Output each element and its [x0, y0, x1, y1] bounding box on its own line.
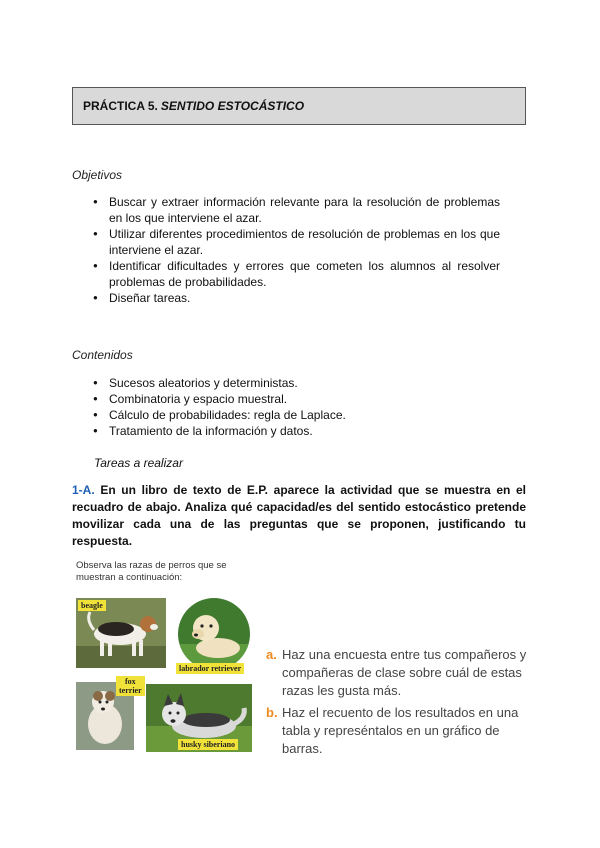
question-b-text: Haz el recuento de los resultados en una tabla y represéntalos en un gráfico de barras.: [282, 705, 519, 756]
list-item: ● Combinatoria y espacio muestral.: [90, 391, 500, 407]
tasks-heading: Tareas a realizar: [94, 456, 183, 470]
list-item: ● Buscar y extraer información relevante para la resolución de problemas en los que interviene el azar.: [90, 194, 500, 226]
contents-heading: Contenidos: [72, 348, 133, 362]
list-item: ● Sucesos aleatorios y deterministas.: [90, 375, 500, 391]
activity-text: En un libro de texto de E.P. aparece la actividad que se muestra en el recuadro de abajo. Analiza qué capacidad/es del sentido estocástico pretende movilizar cada una de las preguntas que se proponen, justificando tu respuesta.: [72, 483, 526, 548]
beagle-photo: [76, 598, 166, 668]
practice-title-prefix: PRÁCTICA 5.: [83, 99, 158, 113]
activity-1a: [72, 482, 526, 550]
list-item: ● Cálculo de probabilidades: regla de Laplace.: [90, 407, 500, 423]
question-a-text: Haz una encuesta entre tus compañeros y compañeras de clase sobre cuál de estas razas les gusta más.: [282, 647, 527, 698]
figure-intro: Observa las razas de perros que se muestran a continuación:: [76, 560, 227, 583]
question-a: [266, 646, 531, 700]
practice-title-topic: SENTIDO ESTOCÁSTICO: [160, 99, 305, 113]
labrador-photo: [178, 598, 250, 670]
practice-title-box: [72, 87, 526, 125]
list-item: ● Identificar dificultades y errores que cometen los alumnos al resolver problemas de probabilidades.: [90, 258, 500, 290]
question-b: [266, 704, 531, 758]
textbook-figure: [72, 560, 528, 760]
beagle-label: beagle: [78, 600, 106, 611]
labrador-dog-icon: [178, 598, 250, 670]
husky-photo: [146, 684, 252, 752]
labrador-label: labrador retriever: [176, 663, 244, 674]
question-b-letter: b.: [266, 705, 278, 720]
contents-list: [90, 375, 500, 439]
fox-terrier-label-line2: terrier: [119, 686, 142, 695]
fox-terrier-label-line1: fox: [124, 677, 136, 686]
question-a-letter: a.: [266, 647, 277, 662]
fox-terrier-label: [116, 676, 145, 696]
list-item: ● Diseñar tareas.: [90, 290, 500, 306]
list-item: ● Tratamiento de la información y datos.: [90, 423, 500, 439]
objectives-heading: Objetivos: [72, 168, 123, 182]
activity-number: 1-A.: [72, 483, 95, 497]
list-item: ● Utilizar diferentes procedimientos de resolución de problemas en los que interviene el azar.: [90, 226, 500, 258]
husky-label: husky siberiano: [178, 739, 238, 750]
objectives-list: [90, 194, 500, 306]
